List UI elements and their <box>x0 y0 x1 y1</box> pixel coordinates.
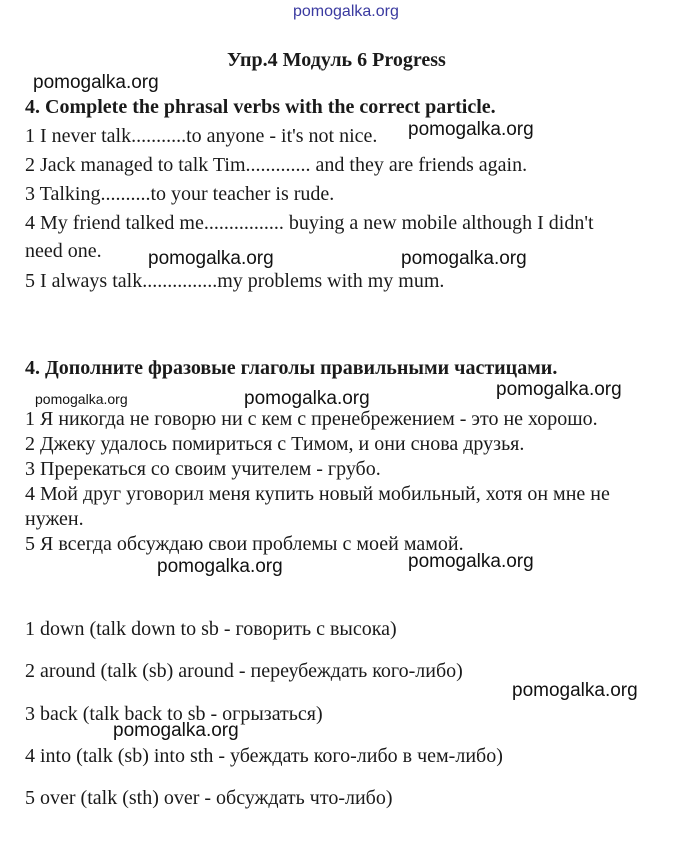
answer-1: 1 down (talk down to sb - говорить с высока) <box>25 618 397 640</box>
watermark: pomogalka.org <box>401 248 527 269</box>
watermark: pomogalka.org <box>496 379 622 400</box>
watermark: pomogalka.org <box>33 72 159 93</box>
watermark: pomogalka.org <box>148 248 274 269</box>
watermark-top: pomogalka.org <box>293 3 399 20</box>
russian-line-4-cont: нужен. <box>25 508 84 530</box>
watermark: pomogalka.org <box>157 556 283 577</box>
watermark: pomogalka.org <box>113 720 239 741</box>
english-line-3: 3 Talking..........to your teacher is rude. <box>25 183 335 205</box>
answer-3: 3 back (talk back to sb - огрызаться) <box>25 703 323 725</box>
answer-4: 4 into (talk (sb) into sth - убеждать кого-либо в чем-либо) <box>25 745 503 767</box>
watermark: pomogalka.org <box>408 551 534 572</box>
answer-5: 5 over (talk (sth) over - обсуждать что-либо) <box>25 787 393 809</box>
russian-line-2: 2 Джеку удалось помириться с Тимом, и они снова друзья. <box>25 433 525 455</box>
russian-line-1: 1 Я никогда не говорю ни с кем с пренебрежением - это не хорошо. <box>25 408 598 430</box>
english-line-2: 2 Jack managed to talk Tim............. and they are friends again. <box>25 154 528 176</box>
english-line-4-cont: need one. <box>25 240 102 262</box>
english-heading: 4. Complete the phrasal verbs with the correct particle. <box>25 96 496 118</box>
watermark: pomogalka.org <box>35 391 128 407</box>
english-line-1: 1 I never talk...........to anyone - it's not nice. <box>25 125 378 147</box>
page-title: Упр.4 Модуль 6 Progress <box>227 49 446 71</box>
answer-2: 2 around (talk (sb) around - переубеждать кого-либо) <box>25 660 463 682</box>
russian-line-4: 4 Мой друг уговорил меня купить новый мобильный, хотя он мне не <box>25 483 610 505</box>
russian-line-3: 3 Пререкаться со своим учителем - грубо. <box>25 458 381 480</box>
english-line-5: 5 I always talk...............my problems with my mum. <box>25 270 445 292</box>
english-line-4: 4 My friend talked me................ buying a new mobile although I didn't <box>25 212 594 234</box>
russian-line-5: 5 Я всегда обсуждаю свои проблемы с моей мамой. <box>25 533 464 555</box>
watermark: pomogalka.org <box>408 119 534 140</box>
watermark: pomogalka.org <box>512 680 638 701</box>
watermark: pomogalka.org <box>244 388 370 409</box>
russian-heading: 4. Дополните фразовые глаголы правильными частицами. <box>25 357 558 379</box>
